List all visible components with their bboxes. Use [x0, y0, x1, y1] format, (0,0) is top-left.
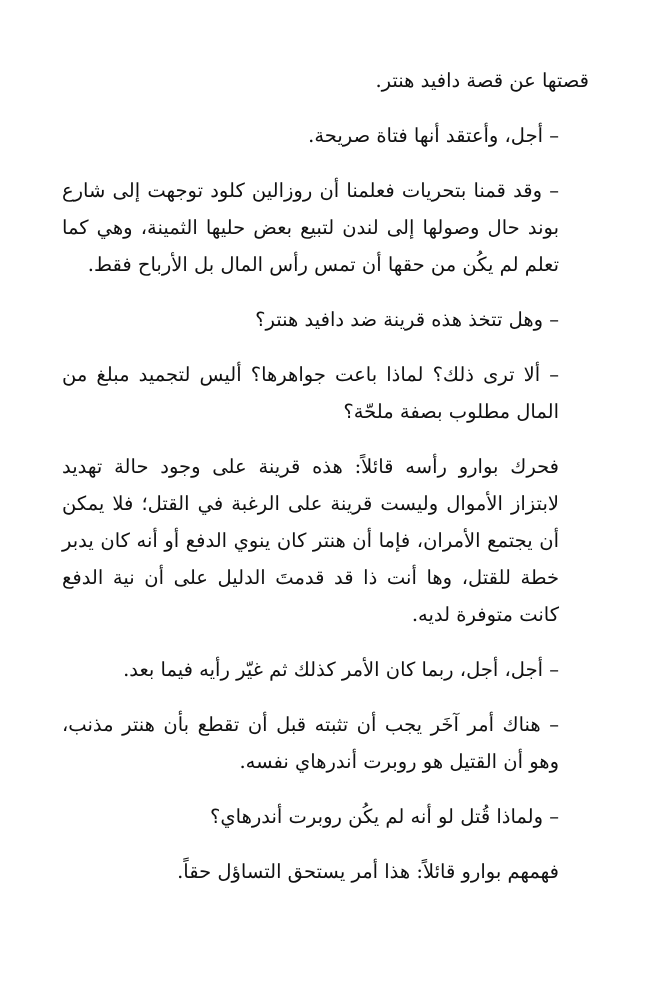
paragraph-5: – ألا ترى ذلك؟ لماذا باعت جواهرها؟ أليس لتجميد مبلغ من المال مطلوب بصفة ملحّة؟: [62, 363, 559, 423]
paragraph-4: – وهل تتخذ هذه قرينة ضد دافيد هنتر؟: [255, 308, 559, 331]
paragraph-6: فحرك بوارو رأسه قائلاً: هذه قرينة على وجود حالة تهديد لابتزاز الأموال وليست قرينة على الرغبة في القتل؛ فلا يمكن أن يجتمع الأمران، فإما أن هنتر كان ينوي الدفع أو أنه كان يدبر خطة للقتل، وها أنت ذا قد قدمتَ الدليل على أن نية الدفع كانت متوفرة لديه.: [62, 455, 559, 626]
paragraph-8: – هناك أمر آخَر يجب أن تثبته قبل أن تقطع بأن هنتر مذنب، وهو أن القتيل هو روبرت أندرهاي نفسه.: [62, 713, 559, 773]
paragraph-1: قصتها عن قصة دافيد هنتر.: [375, 69, 589, 92]
book-page: [62, 62, 589, 908]
paragraph-10: فهمهم بوارو قائلاً: هذا أمر يستحق التساؤل حقاً.: [177, 860, 559, 883]
paragraph-3: – وقد قمنا بتحريات فعلمنا أن روزالين كلود توجهت إلى شارع بوند حال وصولها إلى لندن لتبيع بعض حليها الثمينة، وهي كما تعلم لم يكُن من حقها أن تمس رأس المال بل الأرباح فقط.: [62, 179, 559, 276]
paragraph-9: – ولماذا قُتل لو أنه لم يكُن روبرت أندرهاي؟: [210, 805, 559, 828]
paragraph-2: – أجل، وأعتقد أنها فتاة صريحة.: [308, 124, 559, 147]
paragraph-7: – أجل، أجل، ربما كان الأمر كذلك ثم غيّر رأيه فيما بعد.: [123, 658, 559, 681]
